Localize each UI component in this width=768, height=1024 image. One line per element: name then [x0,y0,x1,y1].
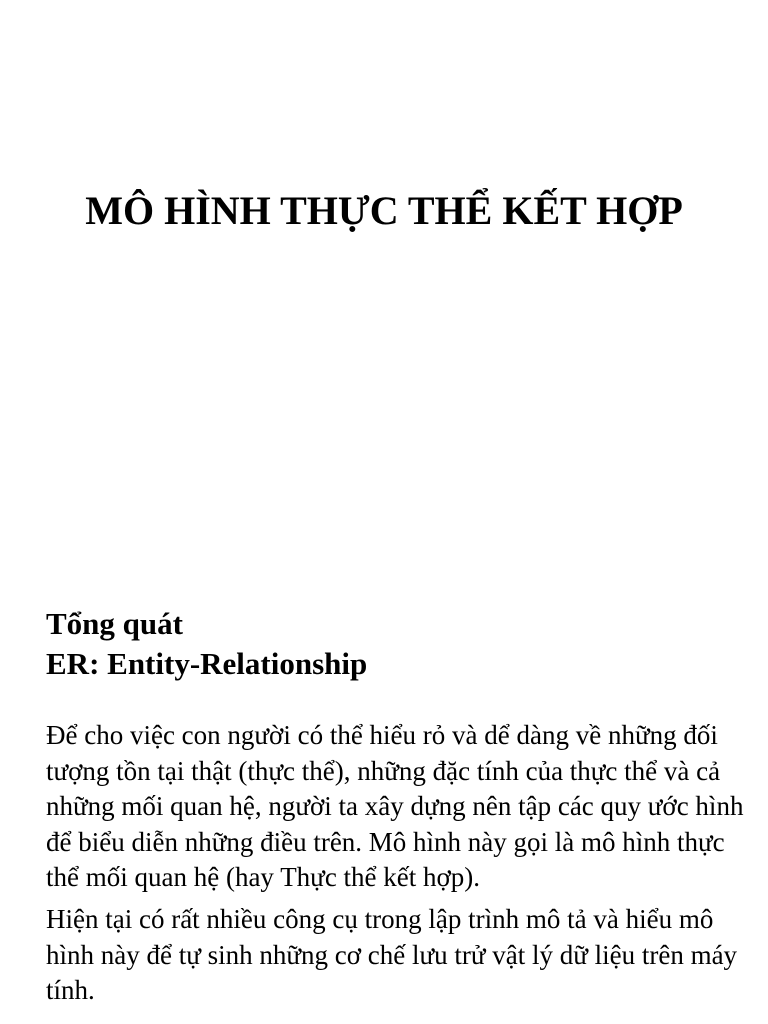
body-paragraph: Hiện tại có rất nhiều công cụ trong lập trình mô tả và hiểu mô hình này để tự sinh những cơ chế lưu trử vật lý dữ liệu trên máy tính. [46,903,738,1006]
body-paragraph: Để cho việc con người có thể hiểu rỏ và dể dàng về những đối tượng tồn tại thật (thực thể), những đặc tính của thực thể và cả những mối quan hệ, người ta xây dựng nên tập các quy ước hình để biểu diễn những điều trên. Mô hình này gọi là mô hình thực thể mối quan hệ (hay Thực thể kết hợp). [46,720,744,893]
overview-section [46,604,754,1009]
section-subheading: ER: Entity-Relationship [46,646,368,681]
document-title: MÔ HÌNH THỰC THỂ KẾT HỢP [85,188,683,233]
section-heading: Tổng quát [46,606,183,641]
